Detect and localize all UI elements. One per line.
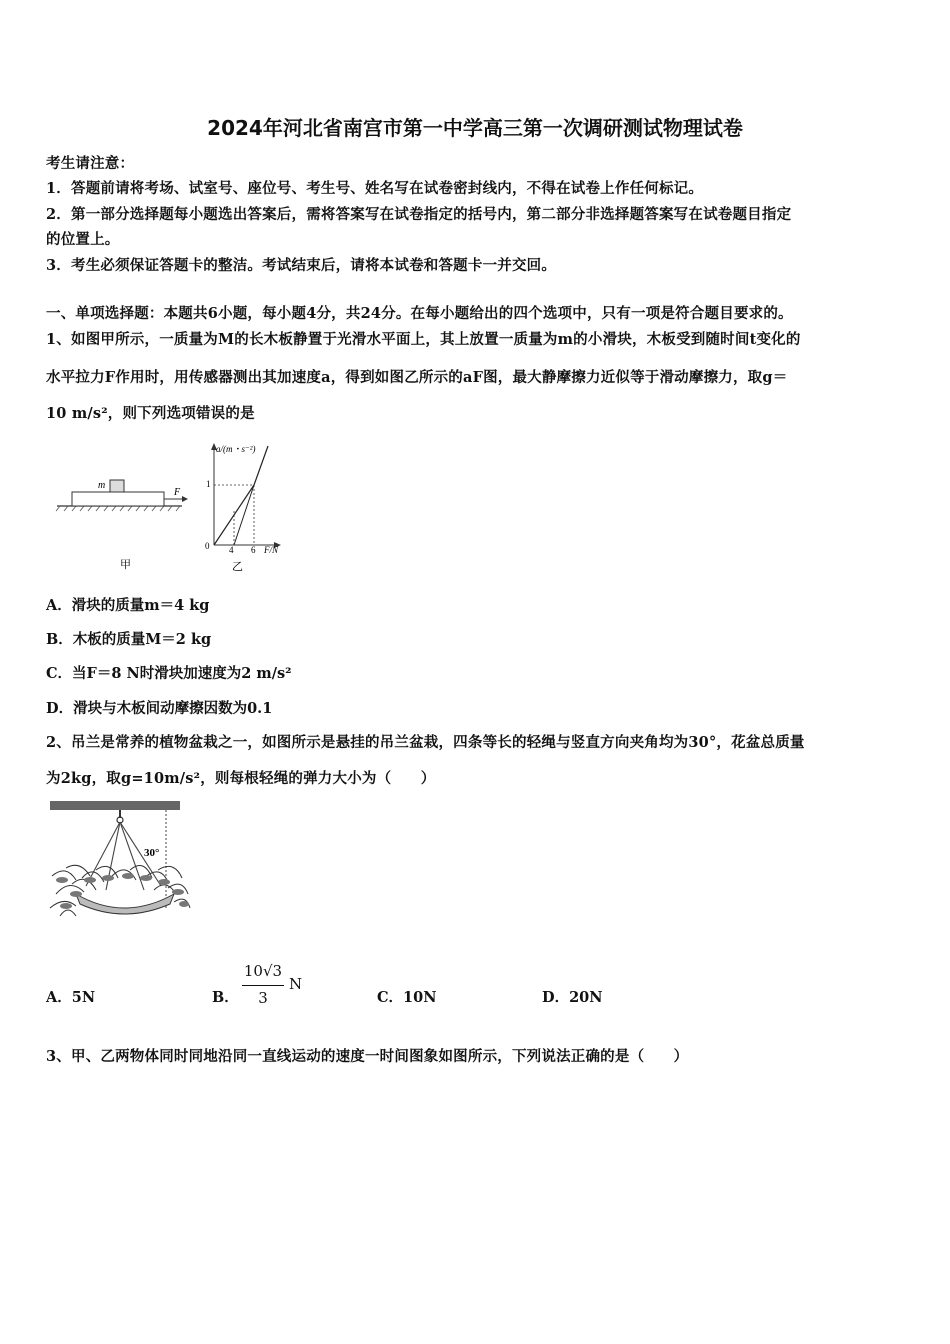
x-axis-label: F/N xyxy=(264,545,279,555)
page-title: 2024年河北省南宫市第一中学高三第一次调研测试物理试卷 xyxy=(207,116,743,140)
q1-stem-line-1: 1、如图甲所示，一质量为M的长木板静置于光滑水平面上，其上放置一质量为m的小滑块，木板受到随时间t变化的 xyxy=(46,331,801,348)
q2-option-b-label[interactable]: B． xyxy=(212,989,239,1006)
block-label: m xyxy=(98,480,106,491)
q2-option-b-denominator: 3 xyxy=(258,989,268,1007)
x-tick-4: 4 xyxy=(229,545,234,555)
q1-option-a[interactable]: A．滑块的质量m＝4 kg xyxy=(46,597,210,614)
y-tick-1: 1 xyxy=(206,479,211,489)
q2-option-b-unit: N xyxy=(289,975,303,993)
q2-option-d[interactable]: D．20N xyxy=(542,989,603,1006)
q1-option-d[interactable]: D．滑块与木板间动摩擦因数为0.1 xyxy=(46,700,273,717)
origin-label: 0 xyxy=(205,541,210,551)
notice-heading: 考生请注意： xyxy=(46,155,135,172)
q1-figure-af-graph xyxy=(200,440,300,580)
q3-stem: 3、甲、乙两物体同时同地沿同一直线运动的速度一时间图象如图所示，下列说法正确的是（ ） xyxy=(46,1048,689,1065)
angle-label: 30° xyxy=(144,847,160,859)
notice-item-2: 2．第一部分选择题每小题选出答案后，需将答案写在试卷指定的括号内，第二部分非选择题答案写在试卷题目指定 xyxy=(46,206,792,223)
figure-caption-jia: 甲 xyxy=(120,559,131,571)
force-label: F xyxy=(174,487,181,498)
notice-item-1: 1．答题前请将考场、试室号、座位号、考生号、姓名写在试卷密封线内，不得在试卷上作任何标记。 xyxy=(46,180,704,197)
figure-caption-yi: 乙 xyxy=(232,561,243,573)
q2-option-b-numerator: 10√3 xyxy=(243,962,283,980)
q2-option-c[interactable]: C．10N xyxy=(377,989,437,1006)
q1-option-c[interactable]: C．当F＝8 N时滑块加速度为2 m/s² xyxy=(46,665,292,682)
x-tick-6: 6 xyxy=(251,545,256,555)
q1-stem-line-2: 水平拉力F作用时，用传感器测出其加速度a，得到如图乙所示的aF图，最大静摩擦力近似等于滑动摩擦力，取g＝ xyxy=(46,369,788,386)
q1-option-b[interactable]: B．木板的质量M＝2 kg xyxy=(46,631,212,648)
y-axis-label: a/(m・s⁻²) xyxy=(216,444,256,454)
q2-stem-line-1: 2、吊兰是常养的植物盆栽之一，如图所示是悬挂的吊兰盆栽，四条等长的轻绳与竖直方向夹角均为30°，花盆总质量 xyxy=(46,734,805,751)
q2-option-a[interactable]: A．5N xyxy=(46,989,96,1006)
q2-stem-line-2: 为2kg，取g=10m/s²，则每根轻绳的弹力大小为（ ） xyxy=(46,770,436,787)
section-heading: 一、单项选择题：本题共6小题，每小题4分，共24分。在每小题给出的四个选项中，只有一项是符合题目要求的。 xyxy=(46,305,793,322)
q1-figure-board xyxy=(52,470,192,580)
fraction-bar xyxy=(242,985,284,986)
notice-item-3: 3．考生必须保证答题卡的整洁。考试结束后，请将本试卷和答题卡一并交回。 xyxy=(46,257,557,274)
q2-figure-hanging-basket xyxy=(46,798,196,926)
notice-item-2-cont: 的位置上。 xyxy=(46,231,120,248)
q1-stem-line-3: 10 m/s²，则下列选项错误的是 xyxy=(46,405,255,422)
